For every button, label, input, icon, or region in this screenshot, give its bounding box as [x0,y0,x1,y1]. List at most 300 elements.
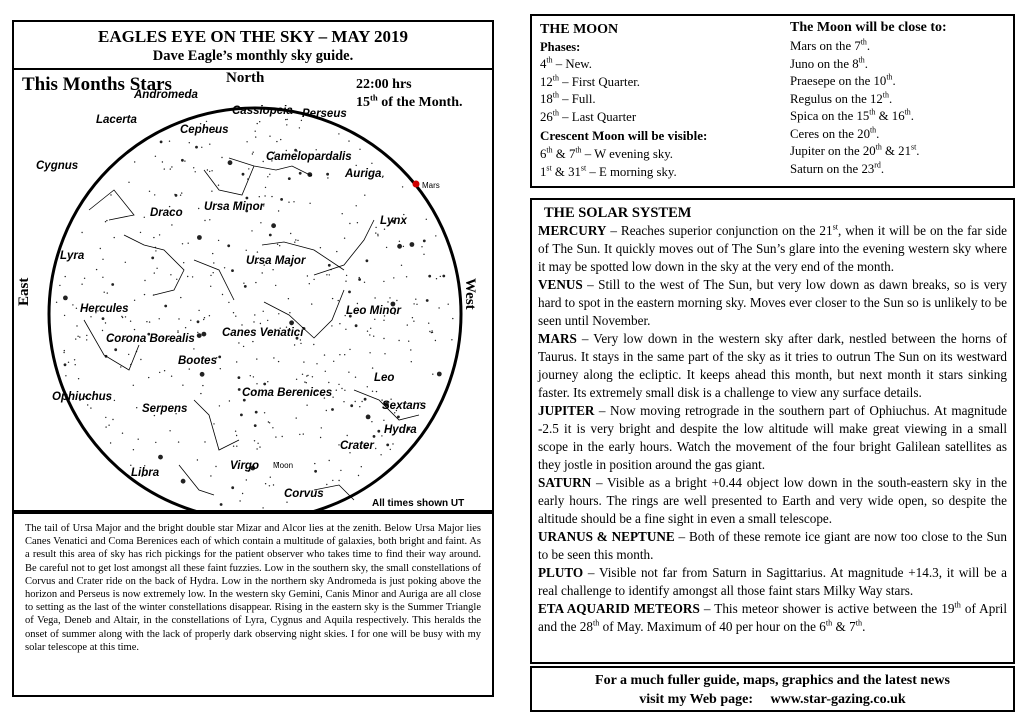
label-crater: Crater [340,440,374,452]
star-dot [170,274,171,275]
star-dot [188,243,189,244]
star-dot [295,239,296,240]
star-dot [204,441,205,442]
star-dot [133,385,134,386]
star-dot [175,194,178,197]
star-dot [106,220,107,221]
star-dot [200,393,201,394]
star-dot [244,285,247,288]
star-dot [140,232,141,233]
star-dot [338,384,339,385]
star-dot [76,308,77,309]
star-dot [105,426,106,427]
star-dot [327,177,328,178]
star-dot [241,324,242,325]
crescent-list [540,146,677,181]
star-dot [269,234,272,237]
star-dot [114,237,115,238]
star-dot [390,449,391,450]
star-dot [358,278,361,281]
star-dot [125,262,126,263]
west-label: West [462,278,478,310]
star-dot [120,366,121,367]
star-dot [371,421,372,422]
star-dot [381,435,382,436]
star-dot [356,205,357,206]
star-dot [218,185,219,186]
star-dot [178,441,179,442]
star-dot [169,141,170,142]
star-dot [206,121,207,122]
star-dot [202,385,203,386]
star-dot [367,331,368,332]
star-dot [332,397,333,398]
star-dot [364,282,365,283]
title-box [12,20,494,70]
star-dot [90,407,91,408]
star-dot [146,321,147,322]
star-dot [189,142,190,143]
star-dot [361,466,362,467]
footer-label: visit my Web page: [639,692,753,707]
star-dot [272,269,273,270]
star-dot [344,238,345,239]
star-dot [399,241,400,242]
star-dot [190,320,191,321]
star-dot [383,281,384,282]
mars-entry: MARS – Very low down in the western sky after dark, nestled between the horns of Taurus. It stays in the same part of the sky as it tries to outrun The Sun on its westward journey along the ecliptic. It keeps ahead this month, but next month it stars sinking faster. Its extremely small disk is a challenge to view any surface details. [538,331,1007,400]
star-dot [366,259,369,262]
star-dot [344,390,345,391]
star-dot [307,375,308,376]
star-dot [265,187,266,188]
star-dot [182,243,183,244]
star-dot [412,317,413,318]
mars-marker [413,181,420,188]
star-dot [211,191,212,192]
star-dot [357,303,358,304]
star-dot [122,433,123,434]
star-dot [280,198,283,201]
eta-aquarid-entry: ETA AQUARID METEORS – This meteor shower is active between the 19th of April and the 28th of May. Maximum of 40 per hour on the 6th & 7th. [538,600,1008,634]
star-dot [253,376,254,377]
star-dot [222,294,223,295]
star-dot [158,455,163,460]
venus-entry: VENUS – Still to the west of The Sun, but very low down as dawn breaks, so is very hard to spot in the eastern morning sky. Moves ever closer to the Sun so is unlikely to be seen until November. [538,277,1007,328]
star-dot [159,318,160,319]
star-dot [349,223,350,224]
star-dot [314,470,317,473]
star-dot [392,443,393,444]
star-dot [253,152,254,153]
star-dot [105,417,106,418]
star-dot [75,364,76,365]
label-andromeda: Andromeda [134,89,198,101]
star-dot [155,250,156,251]
star-dot [105,322,106,323]
star-dot [243,399,246,402]
star-dot [144,217,145,218]
star-dot [149,321,150,322]
close-item: Juno on the 8th. [790,55,868,71]
star-dot [192,276,193,277]
star-dot [242,493,243,494]
star-dot [304,381,305,382]
star-dot [338,300,339,301]
star-dot [339,354,340,355]
star-dot [358,475,359,476]
star-dot [213,423,214,424]
star-dot [309,203,310,204]
star-dot [134,300,135,301]
star-dot [154,272,155,273]
star-dot [155,442,156,443]
star-dot [316,363,317,364]
star-dot [389,297,390,298]
star-dot [68,362,69,363]
label-sextans: Sextans [382,400,427,412]
label-lynx: Lynx [380,215,407,227]
star-dot [79,336,80,337]
star-dot [257,123,258,124]
star-dot [177,330,178,331]
star-dot [250,375,251,376]
star-dot [218,240,219,241]
star-dot [411,361,412,362]
star-dot [384,229,385,230]
star-dot [212,253,213,254]
label-cassiopeia: Cassiopeia [232,105,293,117]
star-dot [348,291,351,294]
label-lyra: Lyra [60,250,85,262]
star-dot [238,376,241,379]
star-dot [347,435,348,436]
close-item: Saturn on the 23rd. [790,160,885,176]
star-dot [210,275,211,276]
star-dot [386,247,387,248]
star-dot [369,352,370,353]
label-libra: Libra [131,467,160,479]
star-dot [375,227,376,228]
star-dot [290,233,291,234]
star-dot [345,329,346,330]
star-dot [96,269,97,270]
star-dot [413,303,414,304]
star-dot [333,361,334,362]
star-dot [278,313,279,314]
star-dot [203,319,204,320]
star-dot [307,275,308,276]
star-dot [288,298,289,299]
crescent-item: 6th & 7th – W evening sky. [540,145,673,161]
star-dot [275,436,276,437]
star-dot [153,237,154,238]
star-dot [428,275,431,278]
star-dot [255,136,256,137]
star-dot [81,232,82,233]
star-dot [342,213,343,214]
star-dot [413,321,414,322]
star-dot [313,279,314,280]
star-dot [221,157,222,158]
star-dot [294,344,295,345]
star-dot [299,172,302,175]
star-dot [384,353,385,354]
moon-heading: THE MOON [540,22,619,37]
star-dot [410,349,411,350]
star-dot [220,503,223,506]
star-dot [130,321,131,322]
label-camelopardalis: Camelopardalis [266,151,352,163]
star-dot [357,222,358,223]
star-dot [297,240,298,241]
star-dot [164,305,167,308]
star-dot [219,405,220,406]
star-dot [382,176,383,177]
star-dot [240,414,243,417]
star-dot [366,415,371,420]
star-dot [282,436,283,437]
star-dot [228,160,233,165]
east-label: East [16,277,32,306]
star-dot [426,219,427,220]
star-dot [76,325,77,326]
star-dot [259,446,260,447]
star-dot [278,361,279,362]
label-ophiuchus: Ophiuchus [52,391,113,403]
star-dot [320,247,321,248]
label-draco: Draco [150,207,183,219]
star-dot [182,385,183,386]
star-dot [181,479,186,484]
website-link[interactable]: www.star-gazing.co.uk [770,692,906,707]
star-dot [164,168,165,169]
star-dot [306,405,307,406]
star-dot [108,425,109,426]
star-dot [243,346,244,347]
star-dot [181,159,184,162]
star-dot [279,245,280,246]
star-dot [329,274,330,275]
sky-map [14,70,492,510]
star-dot [387,301,388,302]
star-dot [256,383,257,384]
star-dot [100,248,101,249]
star-dot [110,194,111,195]
star-dot [102,330,103,331]
star-dot [262,272,263,273]
star-dot [209,315,210,316]
star-dot [364,398,367,401]
star-dot [440,276,441,277]
star-dot [246,197,249,200]
footer-box [530,666,1015,712]
star-dot [130,465,131,466]
star-dot [178,318,179,319]
star-dot [260,222,261,223]
star-dot [370,328,371,329]
star-dot [254,314,255,315]
pluto-entry: PLUTO – Visible not far from Saturn in Sagittarius. At magnitude +14.3, it will be a real challenge to identify amongst all those faint stars Milky Way stars. [538,565,1007,598]
label-coma-berenices: Coma Berenices [242,387,333,399]
star-dot [233,446,234,447]
star-dot [299,434,300,435]
star-dot [285,119,286,120]
star-dot [56,302,57,303]
star-dot [148,377,149,378]
star-dot [438,307,439,308]
star-dot [269,174,270,175]
star-dot [171,376,172,377]
star-dot [231,486,234,489]
star-dot [394,412,395,413]
star-dot [134,329,135,330]
star-dot [246,250,247,251]
star-dot [326,173,329,176]
close-item: Regulus on the 12th. [790,90,893,106]
close-list [790,38,919,178]
phases-list [540,56,640,126]
star-dot [233,312,234,313]
star-dot [329,460,330,461]
star-dot [271,223,276,228]
star-dot [239,500,240,501]
star-dot [213,272,214,273]
star-dot [314,463,315,464]
star-dot [410,242,415,247]
label-virgo: Virgo [230,460,259,472]
star-dot [204,317,205,318]
footer-line: For a much fuller guide, maps, graphics and the latest news [595,673,950,688]
star-dot [164,370,165,371]
star-dot [432,374,433,375]
star-dot [331,408,334,411]
star-dot [105,221,106,222]
chart-heading: This Months Stars [22,74,172,95]
star-dot [193,348,194,349]
star-dot [383,338,384,339]
phase-item: 4th – New. [540,55,592,71]
star-dot [372,391,373,392]
star-dot [63,352,64,353]
label-hercules: Hercules [80,303,129,315]
label-corona-borealis: Corona Borealis [106,333,195,345]
star-dot [377,430,380,433]
star-dot [128,354,129,355]
star-dot [64,363,67,366]
star-chart [12,68,494,512]
star-dot [111,283,114,286]
close-item: Jupiter on the 20th & 21st. [790,142,920,158]
star-dot [338,480,339,481]
star-dot [372,367,373,368]
star-dot [77,336,78,337]
star-dot [326,484,327,485]
star-dot [386,444,389,447]
star-dot [64,350,65,351]
star-dot [421,246,422,247]
star-dot [197,332,198,333]
star-dot [144,280,145,281]
star-dot [87,404,88,405]
star-dot [102,277,103,278]
star-dot [328,264,331,267]
star-dot [431,330,432,331]
star-dot [154,194,155,195]
star-dot [359,277,360,278]
star-dot [374,297,375,298]
star-dot [236,361,237,362]
star-dot [195,171,196,172]
star-dot [451,339,452,340]
star-dot [198,208,199,209]
star-dot [243,283,244,284]
star-dot [406,276,407,277]
star-dot [246,141,247,142]
star-dot [339,323,340,324]
star-dot [367,386,368,387]
star-dot [185,327,186,328]
star-dot [144,294,145,295]
star-dot [265,483,266,484]
star-dot [271,196,272,197]
star-dot [260,323,261,324]
star-dot [275,285,276,286]
star-dot [262,507,263,508]
star-dot [324,354,325,355]
star-dot [264,412,265,413]
star-dot [238,388,241,391]
star-dot [184,160,185,161]
star-dot [299,127,300,128]
crescent-label: Crescent Moon will be visible: [540,128,708,143]
star-dot [112,419,113,420]
star-dot [273,484,274,485]
star-dot [176,279,177,280]
star-dot [408,341,409,342]
crescent-item: 1st & 31st – E morning sky. [540,163,677,179]
star-dot [268,421,269,422]
star-dot [398,340,399,341]
star-dot [396,300,397,301]
star-dot [154,415,155,416]
star-dot [269,422,270,423]
star-dot [428,323,429,324]
star-dot [355,401,356,402]
star-dot [248,168,249,169]
label-leo: Leo [374,372,395,384]
jupiter-entry: JUPITER – Now moving retrograde in the southern part of Ophiuchus. At magnitude -2.5 it is very bright and despite the low altitude will make great viewing in a small scope in the early hours. Watch the movement of the four bright Galilean satellites as they jostle in position around the gas giant. [538,403,1007,472]
star-dot [359,406,360,407]
star-dot [197,235,202,240]
star-dot [435,340,436,341]
star-dot [348,140,349,141]
star-dot [209,219,210,220]
star-dot [236,435,237,436]
star-dot [257,443,258,444]
star-dot [252,341,253,342]
star-dot [296,417,297,418]
star-dot [159,234,160,235]
star-dot [75,338,76,339]
star-dot [346,275,347,276]
star-dot [65,276,66,277]
star-dot [187,276,188,277]
star-dot [104,292,105,293]
star-dot [160,141,163,144]
star-dot [255,282,256,283]
star-dot [336,251,337,252]
